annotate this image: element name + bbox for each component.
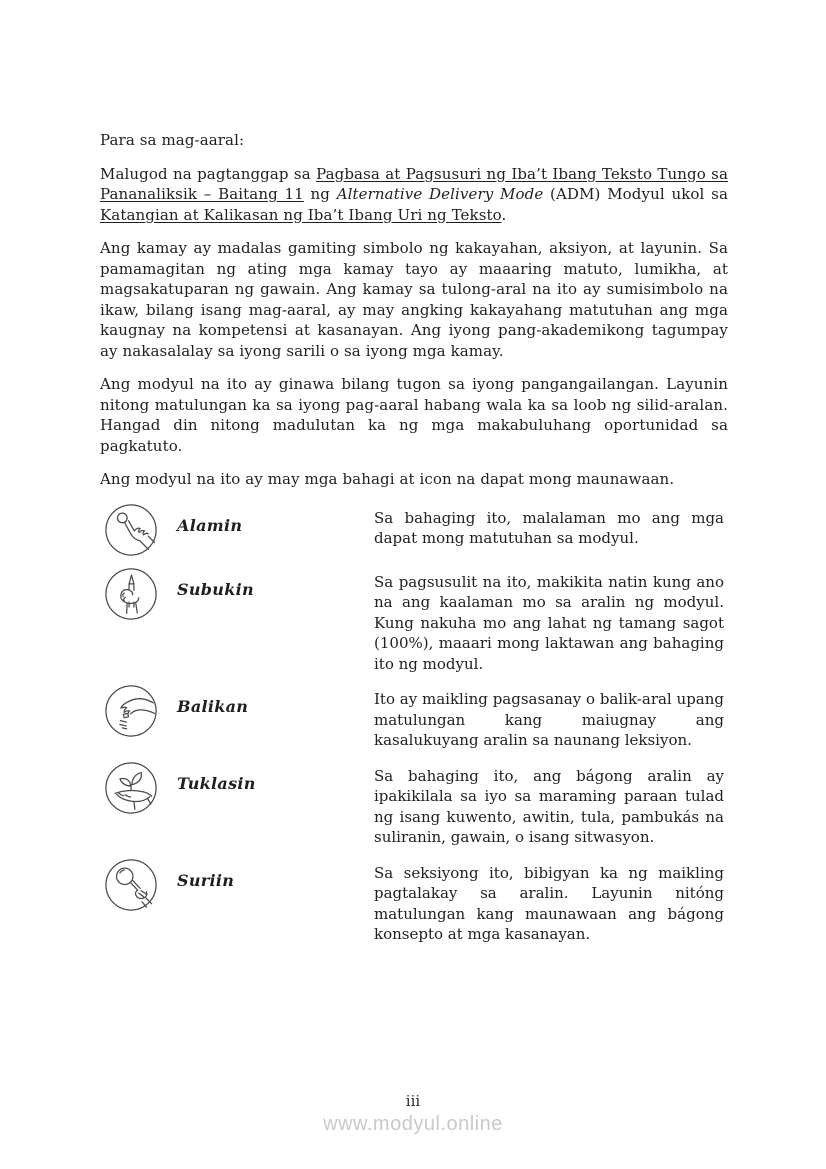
module-part-label: Alamin [177,515,243,535]
topic-title-underlined: Katangian at Kalikasan ng Iba’t Ibang Uri ng Teksto [100,205,502,224]
module-part-label: Tuklasin [177,773,256,793]
tap-hand-icon [100,503,166,557]
module-part-description: Sa bahaging ito, malalaman mo ang mga dapat mong matutuhan sa modyul. [374,508,724,547]
module-part-description: Sa pagsusulit na ito, makikita natin kung ano na ang kaalaman mo sa aralin ng modyul. Kung nakuha mo ang lahat ng tamang sagot (100%), maaari mong laktawan ang bahaging ito ng modyul. [374,572,724,673]
delivery-mode-italic: Alternative Delivery Mode [336,185,544,203]
module-parts-list [100,503,728,945]
fist-holding-pencil-icon [100,567,166,621]
body-paragraph-icons-intro: Ang modyul na ito ay may mga bahagi at icon na dapat mong maunawaan. [100,470,675,488]
hand-with-magnifier-icon [100,858,166,912]
welcome-paragraph [100,164,728,226]
module-part-row-tuklasin [100,761,728,848]
module-part-row-balikan [100,684,728,751]
module-part-row-suriin [100,858,728,945]
body-paragraph-purpose: Ang modyul na ito ay ginawa bilang tugon sa iyong pangangailangan. Layunin nitong matulungan ka sa iyong pag-aaral habang wala ka sa loob ng silid-aralan. Hangad din nitong madulutan ka ng mga makabuluhang oportunidad sa pagkatuto. [100,375,728,455]
welcome-text: . [501,205,507,224]
page-body [100,130,728,955]
module-part-row-subukin [100,567,728,675]
module-part-row-alamin [100,503,728,557]
salutation: Para sa mag-aaral: [100,131,245,149]
module-part-label: Suriin [177,870,235,890]
writing-hand-icon [100,684,166,738]
welcome-text: (ADM) Modyul ukol sa [543,185,728,203]
body-paragraph-hands: Ang kamay ay madalas gamiting simbolo ng kakayahan, aksiyon, at layunin. Sa pamamagitan ng ating mga kamay tayo ay maaaring matuto, lumikha, at magsakatuparan ng gawain. Ang kamay sa tulong-aral na ito ay sumisimbolo na ikaw, bilang isang mag-aaral, ay may angking kakayahang matutuhan ang mga kaugnay na kompetensi at kasanayan. Ang iyong pang-akademikong tagumpay ay nakasalalay sa iyong sarili o sa iyong mga kamay. [100,239,728,360]
module-part-label: Balikan [177,697,249,716]
module-title-underlined: Pagbasa at Pagsusuri ng Iba’t Ibang Teksto Tungo sa Pananaliksik – Baitang 11 [100,164,728,203]
page-number: iii [405,1092,421,1110]
hand-with-sprout-icon [100,761,166,815]
module-part-description: Sa bahaging ito, ang bágong aralin ay ipakikilala sa iyo sa maraming paraan tulad ng isang kuwento, awitin, tula, pambukás na suliranin, gawain, o isang sitwasyon. [374,766,724,846]
watermark: www.modyul.online [323,1113,503,1135]
module-part-description: Sa seksiyong ito, bibigyan ka ng maikling pagtalakay sa aralin. Layunin nitóng matulungan kang maunawaan ang bágong konsepto at mga kasanayan. [374,863,724,943]
welcome-text: Malugod na pagtanggap sa [100,164,317,183]
module-part-description: Ito ay maikling pagsasanay o balik-aral upang matulungan kang maiugnay ang kasalukuyang aralin sa naunang leksiyon. [374,690,724,749]
module-part-label: Subukin [177,579,254,599]
welcome-text: ng [303,185,337,203]
